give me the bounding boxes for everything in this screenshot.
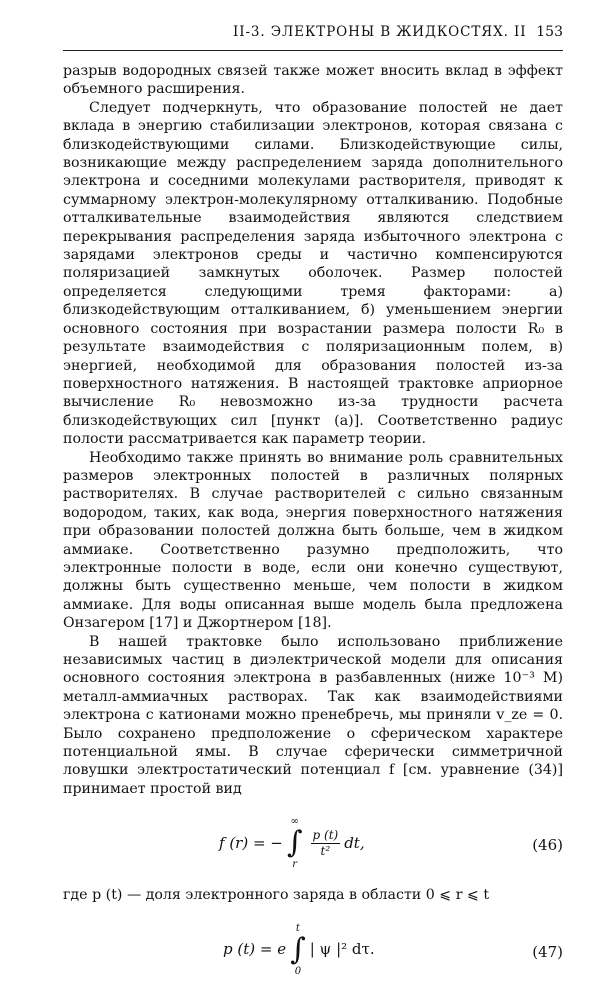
page-number: 153 bbox=[536, 24, 563, 40]
paragraph-model-description: В нашей трактовке было использовано приближение независимых частиц в диэлектрической модели для описания основного состояния электрона в разбавленных (ниже 10⁻³ M) металл-аммиачных растворах. Так как взаимодействиями электрона с катионами можно пренебречь, мы приняли v_ze = 0. Было сохранено предположение о сферическом характере потенциальной ямы. В случае сферически симметричной ловушки электростатический потенциал f [см. уравнение (34)] принимает простой вид bbox=[63, 633, 563, 797]
running-title: II-3. ЭЛЕКТРОНЫ В ЖИДКОСТЯХ. II bbox=[233, 24, 527, 40]
equation-46 bbox=[63, 808, 563, 878]
fraction-numerator: p (t) bbox=[312, 827, 339, 842]
integral-icon: ∫ bbox=[290, 931, 306, 967]
page-body bbox=[63, 62, 563, 993]
equation-number: (46) bbox=[532, 836, 563, 855]
integrand: | ψ |² dτ. bbox=[309, 940, 375, 959]
paragraph-continuation: разрыв водородных связей также может вносить вклад в эффект объемного расширения. bbox=[63, 63, 563, 98]
lower-limit: 0 bbox=[294, 965, 302, 977]
upper-limit: ∞ bbox=[290, 816, 299, 828]
integrand-fraction bbox=[311, 828, 341, 859]
equation-47-expression bbox=[223, 923, 375, 977]
equation-47 bbox=[63, 915, 563, 985]
paragraph-cavity-formation: Следует подчеркнуть, что образование полостей не дает вклада в энергию стабилизации электронов, которая связана с близкодействующими силами. Близкодействующие силы, возникающие между распределением заряда дополнительного электрона и соседними молекулами растворителя, приводят к суммарному электрон-молекулярному отталкиванию. Подобные отталкивательные взаимодействия являются следствием перекрывания распределения заряда избыточного электрона с зарядами электронов среды и частично компенсируются поляризацией замкнутых оболочек. Размер полостей определяется следующими тремя факторами: а) близкодействующим отталкиванием, б) уменьшением энергии основного состояния при возрастании размера полости R₀ в результате взаимодействия с поляризационным полем, в) энергией, необходимой для образования полостей из-за поверхностного натяжения. В настоящей трактовке априорное вычисление R₀ невозможно из-за трудности расчета близкодействующих сил [пункт (а)]. Соответственно радиус полости рассматривается как параметр теории. bbox=[63, 99, 563, 448]
fraction-denominator: t² bbox=[320, 843, 331, 858]
equation-46-expression bbox=[219, 816, 365, 870]
paragraph-where: где p (t) — доля электронного заряда в области 0 ⩽ r ⩽ t bbox=[63, 887, 490, 904]
lower-limit: r bbox=[292, 859, 298, 871]
upper-limit: t bbox=[295, 922, 300, 934]
paragraph-cavity-sizes: Необходимо также принять во внимание роль сравнительных размеров электронных полостей в различных полярных растворителях. В случае растворителей с сильно связанным водородом, таких, как вода, энергия поверхностного натяжения при образовании полостей должна быть больше, чем в жидком аммиаке. Соответственно разумно предположить, что электронные полости в воде, если они конечно существуют, должны быть существенно меньше, чем полости в жидком аммиаке. Для воды описанная выше модель была предложена Онзагером [17] и Джортнером [18]. bbox=[63, 449, 563, 632]
equation-46-lhs: f (r) = − bbox=[219, 834, 283, 853]
running-header bbox=[63, 20, 563, 51]
integral-sign bbox=[287, 816, 303, 870]
integral-icon: ∫ bbox=[286, 825, 303, 861]
equation-47-lhs: p (t) = e bbox=[223, 940, 287, 959]
differential: dt, bbox=[344, 834, 365, 853]
equation-number: (47) bbox=[532, 942, 563, 961]
integral-sign bbox=[290, 923, 306, 977]
